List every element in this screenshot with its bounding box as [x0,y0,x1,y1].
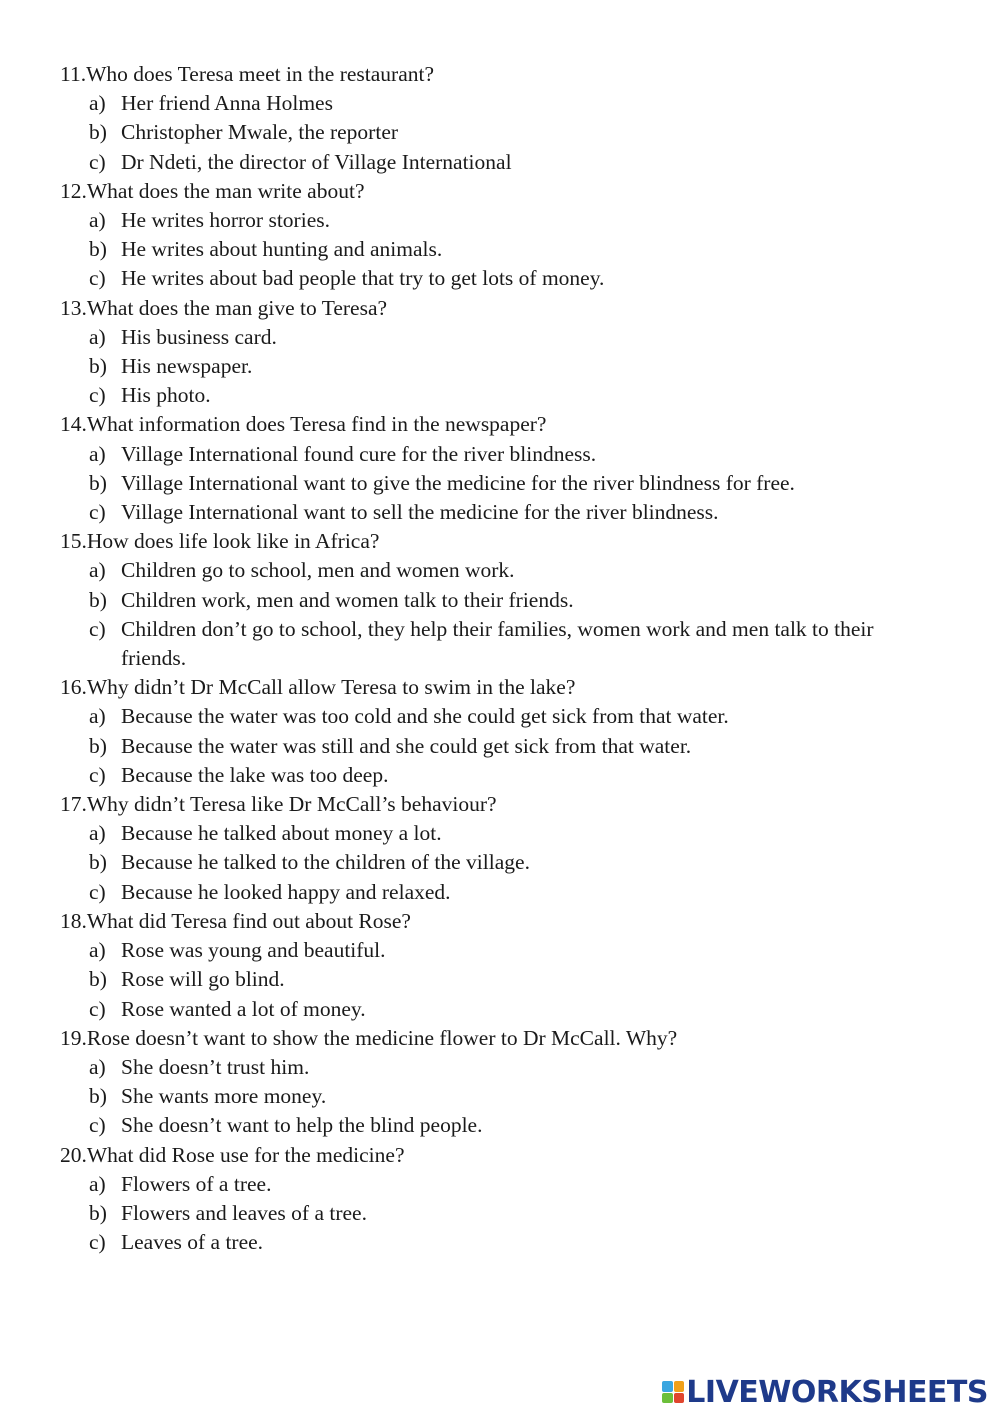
question-number: 19. [60,1025,87,1050]
answer-option [60,1170,940,1199]
option-text: Because he talked about money a lot. [121,821,442,846]
option-text: His photo. [121,383,211,408]
question-text: Who does Teresa meet in the restaurant? [86,62,435,86]
question-text: What information does Teresa find in the newspaper? [86,412,547,437]
answer-option [60,586,940,615]
question-number: 11. [60,62,87,86]
option-text: She doesn’t trust him. [121,1054,310,1079]
option-text: He writes about hunting and animals. [121,237,443,262]
option-letter: a) [89,91,106,116]
option-list [60,556,940,673]
answer-option [60,936,940,965]
answer-option [60,323,940,352]
answer-option [60,235,940,264]
question-line [60,177,940,206]
answer-option [60,89,940,118]
question-text: Why didn’t Teresa like Dr McCall’s behaviour? [86,792,497,817]
option-letter: b) [89,1200,107,1225]
answer-option [60,1228,940,1257]
answer-option [60,381,940,410]
option-letter: a) [89,208,106,233]
question-line [60,294,940,323]
answer-option [60,1082,940,1111]
question-line [60,527,940,556]
question-text: Why didn’t Dr McCall allow Teresa to swim in the lake? [86,675,576,700]
answer-option [60,264,940,293]
option-letter: c) [89,149,106,174]
option-text: Rose will go blind. [121,967,285,992]
option-list [60,89,940,177]
option-text: Because he looked happy and relaxed. [121,879,451,904]
option-letter: b) [89,733,107,758]
liveworksheets-logo [662,1376,988,1408]
option-text: Christopher Mwale, the reporter [121,120,399,145]
answer-option [60,469,940,498]
question-number: 20. [60,1142,87,1167]
question-item [60,527,940,673]
answer-option [60,352,940,381]
option-letter: c) [89,383,106,408]
answer-option [60,148,940,177]
option-letter: a) [89,324,106,349]
option-letter: b) [89,120,107,145]
option-letter: c) [89,879,106,904]
option-text: Children don’t go to school, they help their families, women work and men talk to their friends. [121,616,874,671]
answer-option [60,615,940,673]
question-line [60,907,940,936]
option-list [60,702,940,790]
option-text: Village International want to give the medicine for the river blindness for free. [121,470,795,495]
option-letter: b) [89,850,107,875]
option-text: She doesn’t want to help the blind people. [121,1113,483,1138]
option-text: Because the water was too cold and she could get sick from that water. [121,704,729,729]
answer-option [60,732,940,761]
question-text: What did Teresa find out about Rose? [86,908,411,933]
question-text: What does the man write about? [86,178,365,203]
option-list [60,440,940,528]
answer-option [60,1199,940,1228]
question-text: Rose doesn’t want to show the medicine flower to Dr McCall. Why? [86,1025,678,1050]
question-item [60,177,940,294]
option-letter: a) [89,704,106,729]
option-letter: b) [89,237,107,262]
question-line [60,790,940,819]
option-letter: c) [89,996,106,1021]
answer-option [60,995,940,1024]
option-text: Because the water was still and she could get sick from that water. [121,733,692,758]
question-line [60,410,940,439]
option-text: Children go to school, men and women work. [121,558,515,583]
question-line [60,673,940,702]
option-letter: c) [89,1230,106,1255]
question-number: 16. [60,675,87,700]
question-list [60,60,940,1257]
option-list [60,1053,940,1141]
question-item [60,907,940,1024]
question-line [60,60,940,89]
question-item [60,60,940,177]
answer-option [60,819,940,848]
question-item [60,790,940,907]
option-text: Dr Ndeti, the director of Village International [121,149,512,174]
option-text: She wants more money. [121,1084,327,1109]
option-list [60,1170,940,1258]
option-list [60,323,940,411]
option-letter: a) [89,1171,106,1196]
answer-option [60,848,940,877]
answer-option [60,1111,940,1140]
option-list [60,936,940,1024]
question-item [60,1141,940,1258]
option-text: Leaves of a tree. [121,1230,264,1255]
option-text: Rose was young and beautiful. [121,938,386,963]
question-number: 17. [60,792,87,817]
answer-option [60,206,940,235]
option-text: He writes about bad people that try to get lots of money. [121,266,605,291]
option-letter: a) [89,938,106,963]
option-text: His newspaper. [121,354,253,379]
option-text: Because the lake was too deep. [121,762,389,787]
answer-option [60,498,940,527]
option-letter: a) [89,1054,106,1079]
option-letter: b) [89,354,107,379]
question-text: What did Rose use for the medicine? [86,1142,405,1167]
option-text: Her friend Anna Holmes [121,91,333,116]
option-text: Children work, men and women talk to their friends. [121,587,574,612]
question-number: 15. [60,529,87,554]
option-letter: b) [89,587,107,612]
question-number: 14. [60,412,87,437]
question-line [60,1141,940,1170]
question-item [60,1024,940,1141]
option-text: Flowers of a tree. [121,1171,272,1196]
option-list [60,819,940,907]
option-letter: a) [89,821,106,846]
question-line [60,1024,940,1053]
option-text: Village International found cure for the river blindness. [121,441,597,466]
option-letter: a) [89,441,106,466]
option-text: Rose wanted a lot of money. [121,996,366,1021]
option-text: Because he talked to the children of the village. [121,850,530,875]
logo-text: LIVEWORKSHEETS [686,1374,988,1410]
question-text: What does the man give to Teresa? [86,295,388,320]
option-text: Village International want to sell the medicine for the river blindness. [121,500,719,525]
option-letter: b) [89,967,107,992]
answer-option [60,702,940,731]
option-text: His business card. [121,324,277,349]
question-number: 12. [60,178,87,203]
option-letter: c) [89,616,106,641]
option-letter: b) [89,1084,107,1109]
option-text: He writes horror stories. [121,208,330,233]
liveworksheets-logo-icon [662,1381,684,1403]
question-item [60,294,940,411]
answer-option [60,440,940,469]
option-letter: c) [89,762,106,787]
question-item [60,673,940,790]
answer-option [60,878,940,907]
question-item [60,410,940,527]
answer-option [60,556,940,585]
option-letter: c) [89,500,106,525]
option-letter: a) [89,558,106,583]
option-letter: c) [89,1113,106,1138]
question-number: 18. [60,908,87,933]
question-number: 13. [60,295,87,320]
option-list [60,206,940,294]
answer-option [60,761,940,790]
answer-option [60,965,940,994]
option-letter: b) [89,470,107,495]
question-text: How does life look like in Africa? [86,529,380,554]
answer-option [60,118,940,147]
answer-option [60,1053,940,1082]
option-letter: c) [89,266,106,291]
option-text: Flowers and leaves of a tree. [121,1200,367,1225]
